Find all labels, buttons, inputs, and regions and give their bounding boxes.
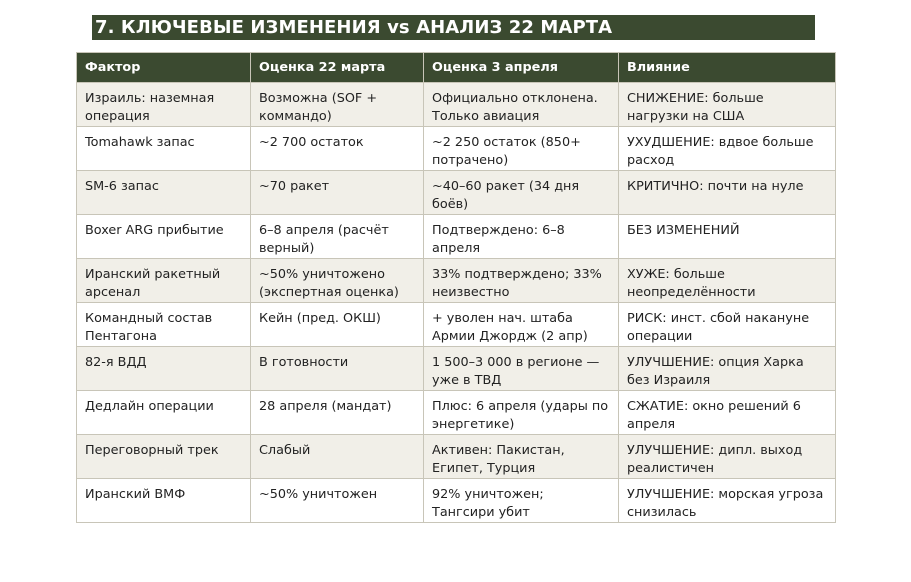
- cell-factor: Израиль: наземная операция: [77, 83, 251, 127]
- cell-impact: УЛУЧШЕНИЕ: дипл. выход реалистичен: [619, 435, 836, 479]
- table-row: [77, 391, 836, 435]
- cell-april-3: 92% уничтожен; Тангсири убит: [424, 479, 619, 523]
- cell-march-22: ~2 700 остаток: [251, 127, 424, 171]
- cell-april-3: Подтверждено: 6–8 апреля: [424, 215, 619, 259]
- cell-factor: Командный состав Пентагона: [77, 303, 251, 347]
- cell-march-22: 6–8 апреля (расчёт верный): [251, 215, 424, 259]
- cell-march-22: ~70 ракет: [251, 171, 424, 215]
- cell-april-3: Плюс: 6 апреля (удары по энергетике): [424, 391, 619, 435]
- cell-impact: СНИЖЕНИЕ: больше нагрузки на США: [619, 83, 836, 127]
- cell-march-22: Слабый: [251, 435, 424, 479]
- cell-impact: РИСК: инст. сбой накануне операции: [619, 303, 836, 347]
- header-factor: Фактор: [77, 53, 251, 83]
- cell-april-3: ~2 250 остаток (850+ потрачено): [424, 127, 619, 171]
- cell-factor: Иранский ракетный арсенал: [77, 259, 251, 303]
- cell-factor: SM-6 запас: [77, 171, 251, 215]
- cell-march-22: Кейн (пред. ОКШ): [251, 303, 424, 347]
- cell-april-3: ~40–60 ракет (34 дня боёв): [424, 171, 619, 215]
- section-title: 7. КЛЮЧЕВЫЕ ИЗМЕНЕНИЯ vs АНАЛИЗ 22 МАРТА: [92, 15, 815, 40]
- table-header-row: [77, 53, 836, 83]
- cell-factor: Иранский ВМФ: [77, 479, 251, 523]
- cell-march-22: ~50% уничтожен: [251, 479, 424, 523]
- table-row: [77, 215, 836, 259]
- cell-impact: КРИТИЧНО: почти на нуле: [619, 171, 836, 215]
- header-impact: Влияние: [619, 53, 836, 83]
- table-row: [77, 171, 836, 215]
- header-april-3: Оценка 3 апреля: [424, 53, 619, 83]
- cell-march-22: Возможна (SOF + коммандо): [251, 83, 424, 127]
- cell-impact: СЖАТИЕ: окно решений 6 апреля: [619, 391, 836, 435]
- cell-impact: ХУЖЕ: больше неопределённости: [619, 259, 836, 303]
- cell-factor: Tomahawk запас: [77, 127, 251, 171]
- cell-factor: 82-я ВДД: [77, 347, 251, 391]
- cell-april-3: Официально отклонена. Только авиация: [424, 83, 619, 127]
- cell-factor: Дедлайн операции: [77, 391, 251, 435]
- cell-april-3: Активен: Пакистан, Египет, Турция: [424, 435, 619, 479]
- cell-factor: Boxer ARG прибытие: [77, 215, 251, 259]
- table-row: [77, 259, 836, 303]
- header-march-22: Оценка 22 марта: [251, 53, 424, 83]
- table-row: [77, 347, 836, 391]
- table-row: [77, 83, 836, 127]
- cell-march-22: 28 апреля (мандат): [251, 391, 424, 435]
- cell-impact: УЛУЧШЕНИЕ: опция Харка без Израиля: [619, 347, 836, 391]
- cell-april-3: 33% подтверждено; 33% неизвестно: [424, 259, 619, 303]
- cell-april-3: + уволен нач. штаба Армии Джордж (2 апр): [424, 303, 619, 347]
- table-row: [77, 479, 836, 523]
- cell-impact: УХУДШЕНИЕ: вдвое больше расход: [619, 127, 836, 171]
- cell-impact: УЛУЧШЕНИЕ: морская угроза снизилась: [619, 479, 836, 523]
- changes-table: [76, 52, 836, 523]
- cell-april-3: 1 500–3 000 в регионе — уже в ТВД: [424, 347, 619, 391]
- table-row: [77, 303, 836, 347]
- cell-impact: БЕЗ ИЗМЕНЕНИЙ: [619, 215, 836, 259]
- cell-march-22: В готовности: [251, 347, 424, 391]
- table-row: [77, 127, 836, 171]
- cell-factor: Переговорный трек: [77, 435, 251, 479]
- cell-march-22: ~50% уничтожено (экспертная оценка): [251, 259, 424, 303]
- table-row: [77, 435, 836, 479]
